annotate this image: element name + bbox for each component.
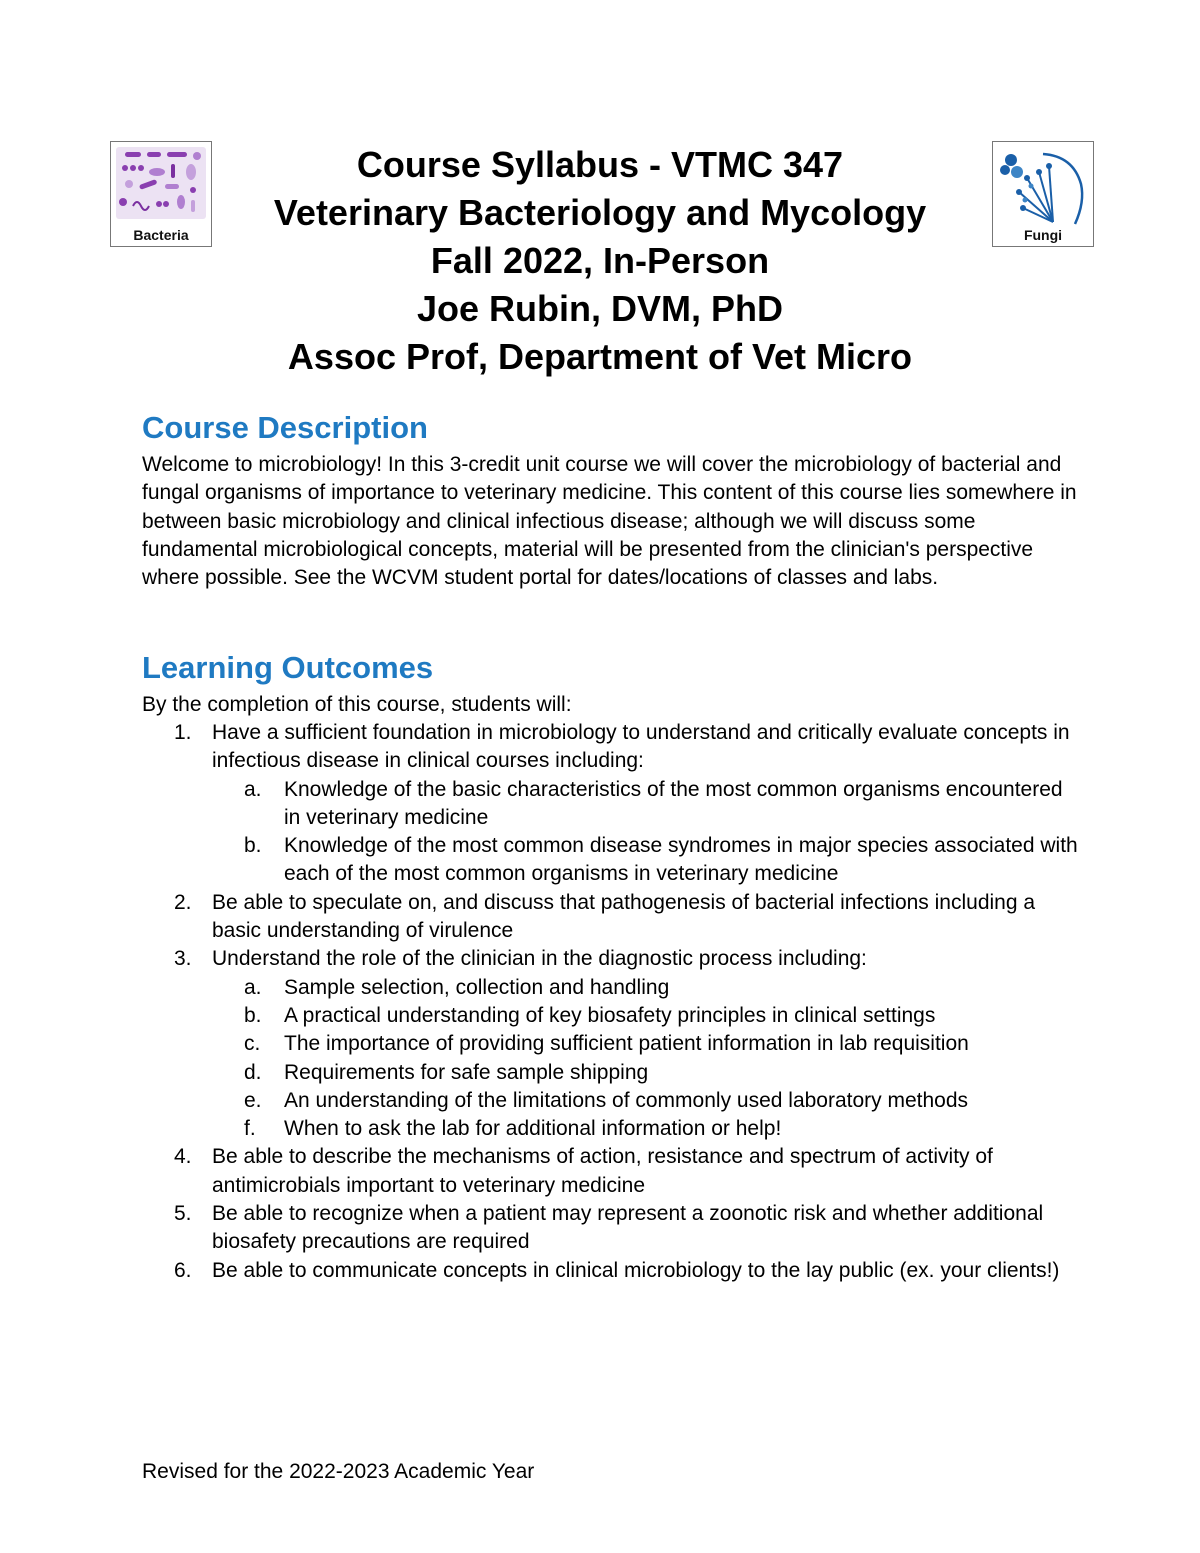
outcome-text: Be able to describe the mechanisms of action, resistance and spectrum of activity of antimicrobials important to veterinary medicine bbox=[212, 1145, 993, 1197]
outcome-subitem-letter: c. bbox=[244, 1032, 261, 1056]
outcome-subitem bbox=[142, 776, 1082, 833]
outcome-subitem-text: An understanding of the limitations of commonly used laboratory methods bbox=[284, 1088, 969, 1112]
outcome-text: Have a sufficient foundation in microbiology to understand and critically evaluate concepts in infectious disease in clinical courses including: bbox=[212, 721, 1070, 773]
outcome-subitem-text: Requirements for safe sample shipping bbox=[284, 1060, 649, 1084]
outcome-subitem bbox=[142, 1115, 1082, 1143]
outcome-item bbox=[142, 1143, 1082, 1200]
outcome-subitem bbox=[142, 974, 1082, 1002]
outcome-subitem bbox=[142, 832, 1082, 889]
outcome-number: 5. bbox=[174, 1202, 192, 1226]
outcome-text: Be able to speculate on, and discuss that pathogenesis of bacterial infections including a basic understanding of virulence bbox=[212, 890, 1036, 943]
course-term: Fall 2022, In-Person bbox=[430, 240, 770, 281]
bacteria-logo-label: Bacteria bbox=[133, 227, 189, 243]
outcome-subitem-text: Knowledge of the basic characteristics of the most common organisms encountered in veterinary medicine bbox=[284, 777, 1063, 829]
outcome-item bbox=[142, 1200, 1082, 1257]
learning-outcomes-heading: Learning Outcomes bbox=[142, 650, 434, 685]
outcome-subitem-text: A practical understanding of key biosafety principles in clinical settings bbox=[284, 1003, 936, 1027]
outcome-item bbox=[142, 719, 1082, 776]
learning-outcomes-list bbox=[142, 719, 1082, 1285]
outcome-number: 6. bbox=[174, 1258, 192, 1282]
outcome-subitem-letter: a. bbox=[244, 975, 262, 999]
outcome-item bbox=[142, 945, 1082, 973]
fungi-logo-label: Fungi bbox=[1023, 227, 1063, 243]
outcome-number: 3. bbox=[174, 947, 192, 971]
outcome-subitem bbox=[142, 1030, 1082, 1058]
outcome-subitem-letter: a. bbox=[244, 777, 262, 801]
instructor-name: Joe Rubin, DVM, PhD bbox=[416, 288, 783, 329]
bacteria-logo bbox=[110, 141, 212, 247]
course-description-heading: Course Description bbox=[142, 410, 428, 445]
outcome-subitem-text: Sample selection, collection and handling bbox=[284, 975, 670, 999]
outcome-item bbox=[142, 1257, 1082, 1285]
outcome-subitem-text: Knowledge of the most common disease syndromes in major species associated with each of the most common organisms in veterinary medicine bbox=[284, 834, 1078, 886]
outcome-subitem-text: The importance of providing sufficient patient information in lab requisition bbox=[284, 1032, 969, 1056]
course-subject: Veterinary Bacteriology and Mycology bbox=[273, 192, 927, 233]
outcome-text: Be able to recognize when a patient may represent a zoonotic risk and whether additional biosafety precautions are required bbox=[212, 1202, 1044, 1254]
outcome-subitem bbox=[142, 1002, 1082, 1030]
outcome-number: 1. bbox=[174, 721, 192, 744]
outcome-item bbox=[142, 889, 1082, 946]
outcome-subitem-letter: e. bbox=[244, 1088, 262, 1112]
outcome-text: Understand the role of the clinician in the diagnostic process including: bbox=[212, 947, 867, 971]
outcome-subitem-letter: d. bbox=[244, 1060, 262, 1084]
learning-outcomes-intro: By the completion of this course, students will: bbox=[142, 693, 572, 716]
course-title: Course Syllabus - VTMC 347 bbox=[356, 144, 844, 185]
outcome-subitem bbox=[142, 1087, 1082, 1115]
outcome-text: Be able to communicate concepts in clinical microbiology to the lay public (ex. your clients!) bbox=[212, 1258, 1060, 1282]
fungi-logo bbox=[992, 141, 1094, 247]
outcome-number: 4. bbox=[174, 1145, 192, 1169]
instructor-title: Assoc Prof, Department of Vet Micro bbox=[287, 336, 913, 377]
footer-revision-note: Revised for the 2022-2023 Academic Year bbox=[142, 1460, 535, 1483]
course-description-text: Welcome to microbiology! In this 3-credit unit course we will cover the microbiology of bacterial and fungal organisms of importance to veterinary medicine. This content of this course lies somewhere in between basic microbiology and clinical infectious disease; although we will discuss some fundamental microbiological concepts, material will be presented from the clinician's perspective where possible. See the WCVM student portal for dates/locations of classes and labs. bbox=[142, 453, 1077, 590]
outcome-number: 2. bbox=[174, 890, 192, 914]
outcome-subitem bbox=[142, 1059, 1082, 1087]
outcome-subitem-letter: b. bbox=[244, 1003, 262, 1027]
outcome-subitem-letter: b. bbox=[244, 834, 262, 858]
outcome-subitem-text: When to ask the lab for additional information or help! bbox=[284, 1117, 782, 1141]
outcome-subitem-letter: f. bbox=[244, 1117, 256, 1141]
course-header bbox=[200, 141, 1000, 381]
